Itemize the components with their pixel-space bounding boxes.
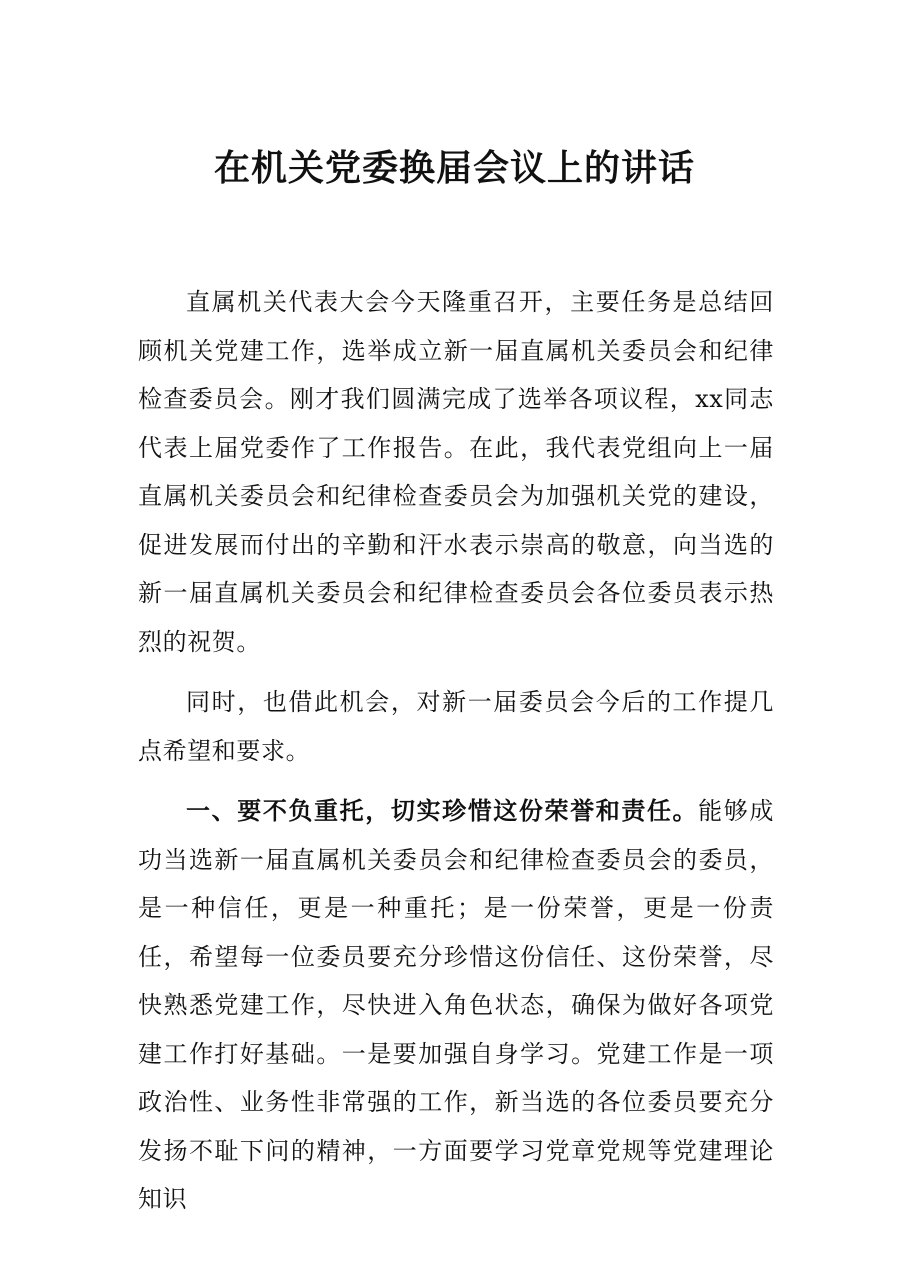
paragraph-transition xyxy=(138,678,774,775)
paragraph-lead: 一、要不负重托，切实珍惜这份荣誉和责任。 xyxy=(186,796,699,825)
paragraph-text: 同时，也借此机会，对新一届委员会今后的工作提几点希望和要求。 xyxy=(138,688,774,765)
paragraph-point-one xyxy=(138,787,774,1224)
paragraph-text: 能够成功当选新一届直属机关委员会和纪律检查委员会的委员，是一种信任，更是一种重托；是一份荣誉，更是一份责任，希望每一位委员要充分珍惜这份信任、这份荣誉，尽快熟悉党建工作，尽快进入角色状态，确保为做好各项党建工作打好基础。一是要加强自身学习。党建工作是一项政治性、业务性非常强的工作，新当选的各位委员要充分发扬不耻下问的精神，一方面要学习党章党规等党建理论知识 xyxy=(138,797,774,1213)
paragraph-opening xyxy=(138,278,774,666)
paragraph-text: 直属机关代表大会今天隆重召开，主要任务是总结回顾机关党建工作，选举成立新一届直属机关委员会和纪律检查委员会。刚才我们圆满完成了选举各项议程，xx同志代表上届党委作了工作报告。在此，我代表党组向上一届直属机关委员会和纪律检查委员会为加强机关党的建设，促进发展而付出的辛勤和汗水表示崇高的敬意，向当选的新一届直属机关委员会和纪律检查委员会各位委员表示热烈的祝贺。 xyxy=(138,288,774,656)
document-body xyxy=(138,278,774,1224)
document-title: 在机关党委换届会议上的讲话 xyxy=(213,147,695,189)
